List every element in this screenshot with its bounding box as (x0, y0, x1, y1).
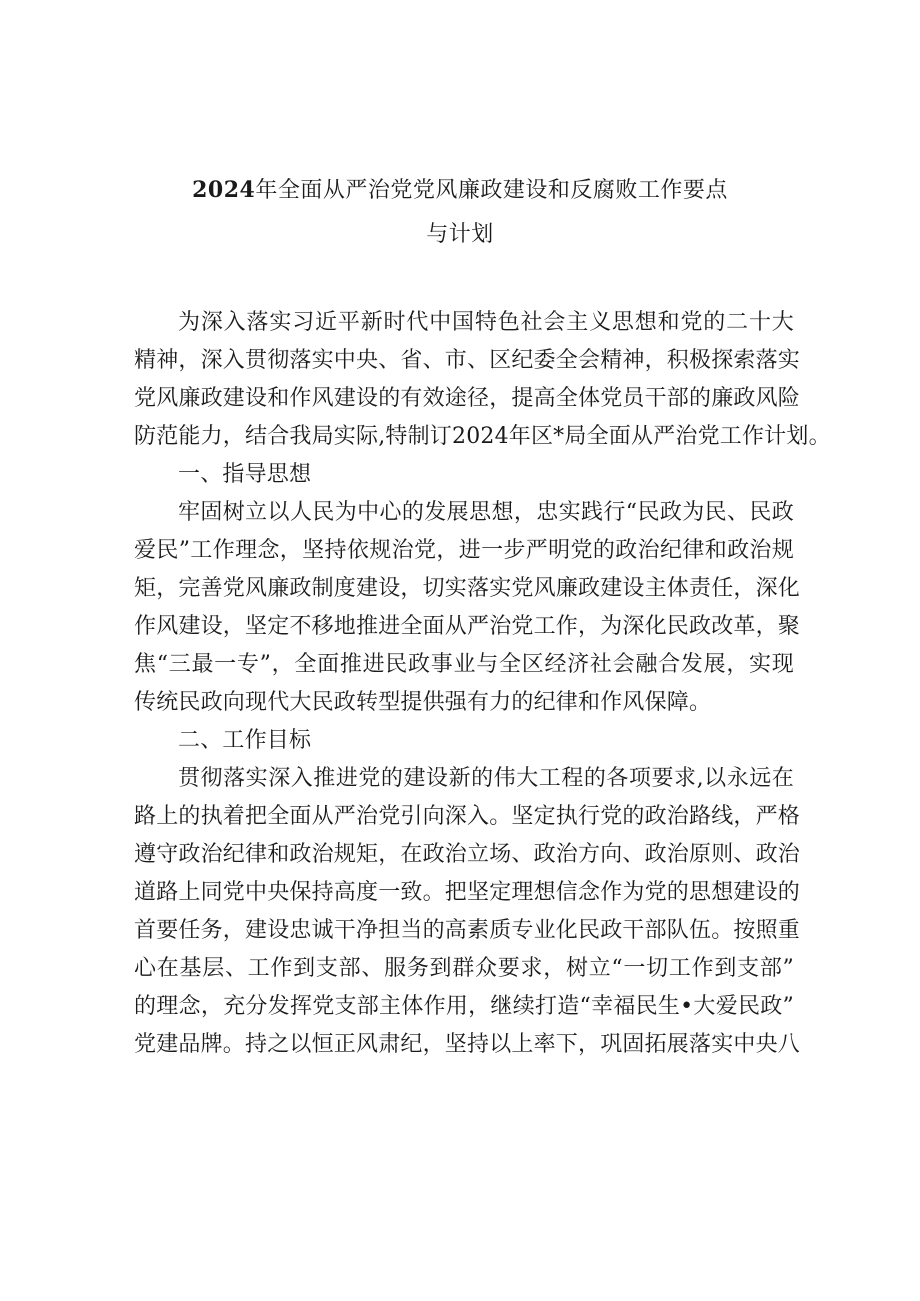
paragraph-line: 首要任务，建设忠诚干净担当的高素质专业化民政干部队伍。按照重 (134, 918, 801, 943)
section-heading-text: 二、工作目标 (178, 728, 312, 753)
paragraph-line: 牢固树立以人民为中心的发展思想，忠实践行“民政为民、民政 (178, 500, 794, 525)
paragraph-line: 道路上同党中央保持高度一致。把坚定理想信念作为党的思想建设的 (134, 880, 801, 905)
paragraph-line: 传统民政向现代大民政转型提供强有力的纪律和作风保障。 (134, 690, 712, 715)
title-line-2: 与计划 (426, 222, 494, 247)
title-text: 年全面从严治党党风廉政建设和反腐败工作要点 (255, 178, 728, 203)
paragraph-line: 为深入落实习近平新时代中国特色社会主义思想和党的二十大 (178, 310, 794, 335)
paragraph-line: 作风建设，坚定不移地推进全面从严治党工作，为深化民政改革，聚 (134, 614, 801, 639)
paragraph-line: 焦“三最一专”，全面推进民政事业与全区经济社会融合发展，实现 (134, 652, 794, 677)
paragraph-line: 遵守政治纪律和政治规矩，在政治立场、政治方向、政治原则、政治 (134, 842, 801, 867)
paragraph-line: 路上的执着把全面从严治党引向深入。坚定执行党的政治路线，严格 (134, 804, 801, 829)
section-heading-2 (134, 722, 794, 760)
document-body (134, 304, 831, 1064)
paragraph-guiding-thought (134, 494, 801, 722)
paragraph-line: 党建品牌。持之以恒正风肃纪，坚持以上率下，巩固拓展落实中央八 (134, 1032, 801, 1057)
document-title (0, 168, 920, 257)
section-heading-text: 一、指导思想 (178, 462, 312, 487)
paragraph-line: 防范能力，结合我局实际,特制订2024年区*局全面从严治党工作计划。 (134, 424, 831, 449)
title-year: 2024 (192, 177, 256, 203)
paragraph-line: 矩，完善党风廉政制度建设，切实落实党风廉政建设主体责任，深化 (134, 576, 801, 601)
section-heading-1 (134, 456, 794, 494)
paragraph-intro (134, 304, 831, 456)
paragraph-line: 爱民”工作理念，坚持依规治党，进一步严明党的政治纪律和政治规 (134, 538, 794, 563)
paragraph-line: 心在基层、工作到支部、服务到群众要求，树立“一切工作到支部” (134, 956, 794, 981)
title-line-1 (0, 168, 920, 213)
paragraph-line: 贯彻落实深入推进党的建设新的伟大工程的各项要求,以永远在 (178, 766, 794, 791)
paragraph-line: 的理念，充分发挥党支部主体作用，继续打造“幸福民生•大爱民政” (134, 994, 794, 1019)
paragraph-line: 精神，深入贯彻落实中央、省、市、区纪委全会精神，积极探索落实 (134, 348, 801, 373)
paragraph-work-goals (134, 760, 801, 1064)
paragraph-line: 党风廉政建设和作风建设的有效途径，提高全体党员干部的廉政风险 (134, 386, 801, 411)
